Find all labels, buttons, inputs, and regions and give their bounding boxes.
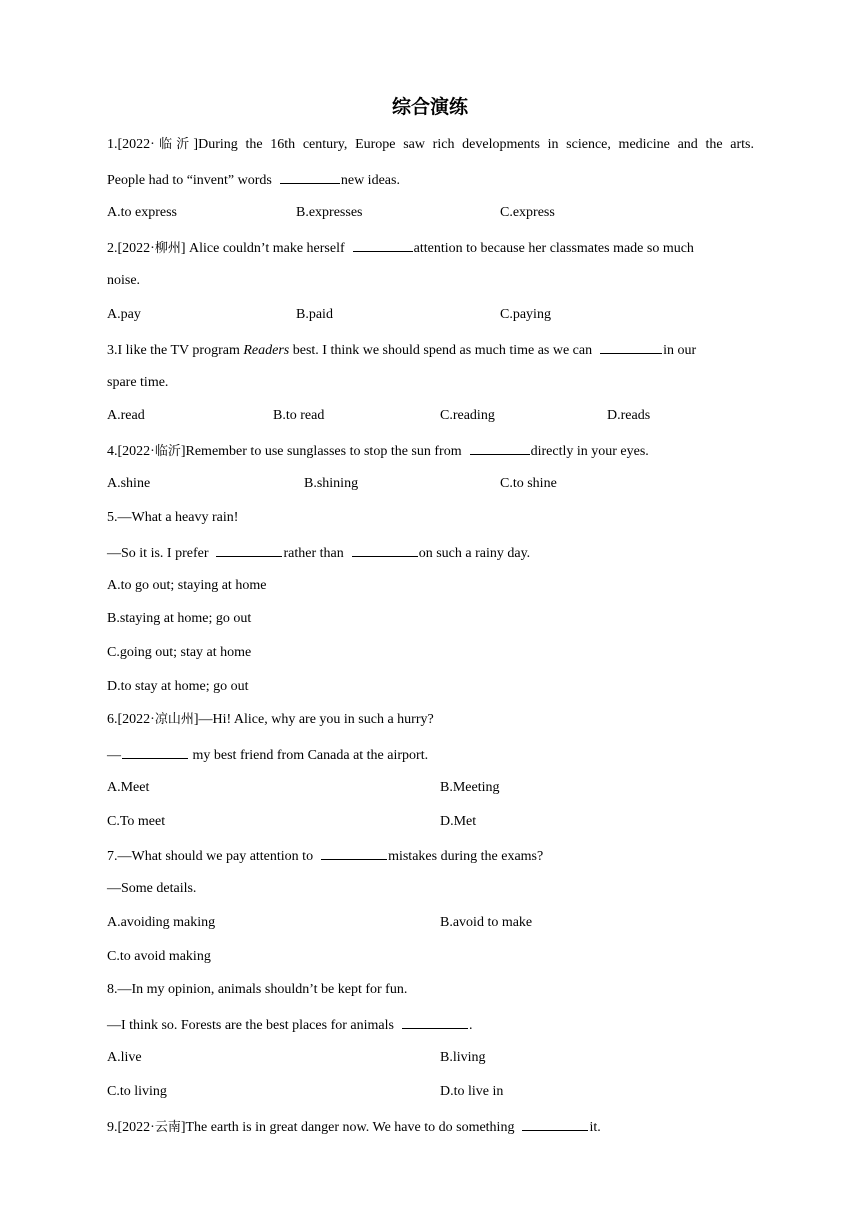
q3-text-2: in our [663, 343, 697, 358]
q3-text: best. I think we should spend as much time as we can [289, 343, 593, 358]
q3-option-a: A.read [107, 408, 145, 423]
q4-option-c: C.to shine [500, 476, 557, 491]
q3-option-b: B.to read [273, 408, 325, 423]
q9-prefix: 9.[2022· [107, 1120, 155, 1135]
answer-blank [321, 846, 387, 860]
q6-option-b: B.Meeting [440, 780, 500, 795]
q5-text: —So it is. I prefer [107, 546, 209, 561]
question-3-line-2: spare time. [107, 375, 169, 390]
question-6-line-2 [107, 745, 754, 765]
q4-text: ]Remember to use sunglasses to stop the sun from [180, 444, 462, 459]
q8-option-c: C.to living [107, 1084, 167, 1099]
question-8-line-1: 8.—In my opinion, animals shouldn’t be kept for fun. [107, 982, 408, 997]
answer-blank [402, 1015, 468, 1029]
q8-option-d: D.to live in [440, 1084, 504, 1099]
q4-source: 临沂 [154, 444, 181, 459]
q5-option-a: A.to go out; staying at home [107, 578, 267, 593]
q7-option-c: C.to avoid making [107, 949, 211, 964]
q4-prefix: 4.[2022· [107, 444, 155, 459]
q5-option-c: C.going out; stay at home [107, 645, 252, 660]
answer-blank [353, 238, 413, 252]
question-3-line-1 [107, 340, 754, 360]
q3-option-d: D.reads [607, 408, 651, 423]
answer-blank [470, 441, 530, 455]
q8-text-2: . [468, 1018, 473, 1033]
q1-source: 临沂 [154, 137, 194, 152]
answer-blank [522, 1117, 588, 1131]
q6-text: ]—Hi! Alice, why are you in such a hurry? [193, 712, 434, 727]
q2-option-a: A.pay [107, 307, 141, 322]
q5-option-d: D.to stay at home; go out [107, 679, 249, 694]
q1-option-a: A.to express [107, 205, 177, 220]
q4-text-2: directly in your eyes. [530, 444, 649, 459]
answer-blank [122, 745, 188, 759]
question-9-line-1 [107, 1117, 754, 1137]
q9-source: 云南 [154, 1120, 181, 1135]
q6-prefix: 6.[2022· [107, 712, 155, 727]
q7-text: 7.—What should we pay attention to [107, 849, 314, 864]
question-1-line-2 [107, 170, 754, 190]
answer-blank [216, 543, 282, 557]
q1-text: ]During the 16th century, Europe saw rich developments in science, medicine and the arts. [193, 137, 754, 152]
q2-source: 柳州 [154, 241, 181, 256]
q8-option-b: B.living [440, 1050, 486, 1065]
question-2-line-2: noise. [107, 273, 141, 288]
question-6-line-1 [107, 711, 754, 729]
question-5-line-1: 5.—What a heavy rain! [107, 510, 239, 525]
q1-prefix: 1.[2022· [107, 137, 155, 152]
q1-option-b: B.expresses [296, 205, 363, 220]
question-4-line-1 [107, 441, 754, 461]
q1-text-2: People had to “invent” words [107, 173, 272, 188]
question-7-line-1 [107, 846, 754, 866]
question-5-line-2 [107, 543, 754, 563]
q7-option-a: A.avoiding making [107, 915, 216, 930]
question-7-line-2: —Some details. [107, 881, 197, 896]
question-1-line-1 [107, 136, 754, 154]
q9-text: ]The earth is in great danger now. We have to do something [180, 1120, 515, 1135]
answer-blank [352, 543, 418, 557]
page-title: 综合演练 [391, 96, 468, 118]
q2-prefix: 2.[2022· [107, 241, 155, 256]
q4-option-b: B.shining [304, 476, 359, 491]
q6-dash: — [107, 748, 121, 763]
q4-option-a: A.shine [107, 476, 151, 491]
q2-option-c: C.paying [500, 307, 551, 322]
q3-option-c: C.reading [440, 408, 495, 423]
q5-text-2: rather than [283, 546, 344, 561]
q7-text-2: mistakes during the exams? [388, 849, 544, 864]
q7-option-b: B.avoid to make [440, 915, 533, 930]
q6-option-a: A.Meet [107, 780, 150, 795]
q2-text-2: attention to because her classmates made so much [413, 241, 694, 256]
q6-source: 凉山州 [154, 712, 194, 727]
question-2-line-1 [107, 238, 754, 258]
answer-blank [600, 340, 662, 354]
question-8-line-2 [107, 1015, 754, 1035]
q2-option-b: B.paid [296, 307, 333, 322]
q5-text-3: on such a rainy day. [418, 546, 531, 561]
q2-text: ] Alice couldn’t make herself [180, 241, 345, 256]
q5-option-b: B.staying at home; go out [107, 611, 252, 626]
q3-program-name: Readers [243, 343, 290, 358]
q8-text: —I think so. Forests are the best places for animals [107, 1018, 394, 1033]
q6-option-d: D.Met [440, 814, 477, 829]
q8-option-a: A.live [107, 1050, 142, 1065]
q6-text-2: my best friend from Canada at the airport. [189, 748, 429, 763]
answer-blank [280, 170, 340, 184]
q1-option-c: C.express [500, 205, 555, 220]
q6-option-c: C.To meet [107, 814, 166, 829]
q3-prefix: 3.I like the TV program [107, 343, 244, 358]
q1-text-3: new ideas. [340, 173, 400, 188]
q9-text-2: it. [589, 1120, 601, 1135]
